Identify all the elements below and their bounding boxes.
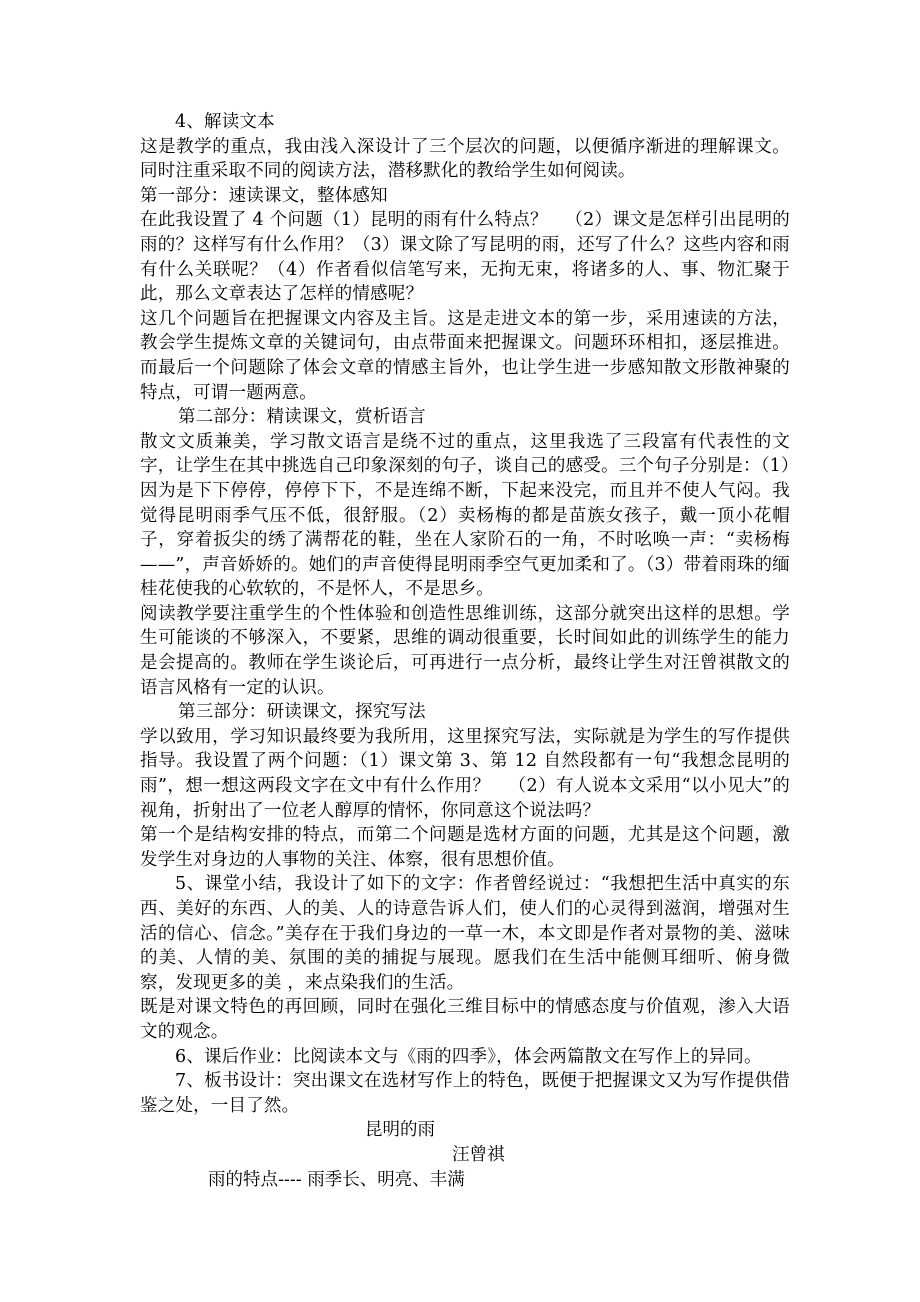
- paragraph-part-one-purpose: 这几个问题旨在把握课文内容及主旨。这是走进文本的第一步，采用速读的方法，教会学生提炼文章的关键词句，由点带面来把握课文。问题环环相扣，逐层推进。而最后一个问题除了体会文章的情感主旨外，也让学生进一步感知散文形散神聚的特点，可谓一题两意。: [140, 308, 790, 403]
- paragraph-summary-purpose: 既是对课文特色的再回顾，同时在强化三维目标中的情感态度与价值观，渗入大语文的观念。: [140, 997, 790, 1042]
- part-three-heading: 第三部分：研读课文，探究写法: [178, 702, 426, 723]
- section-heading-interpret-text: 4、解读文本: [175, 112, 275, 132]
- document-body: [140, 110, 790, 1192]
- board-title: 昆明的雨: [365, 1120, 435, 1141]
- part-one-heading: 第一部分：速读课文，整体感知: [140, 185, 388, 206]
- board-author: 汪曾祺: [452, 1144, 505, 1165]
- paragraph-part-three-questions: 学以致用，学习知识最终要为我所用，这里探究写法，实际就是为学生的写作提供指导。我设置了两个问题：（1）课文第 3、第 12 自然段都有一句“我想念昆明的雨”，想一想这两段文字在文中有什么作用？ （2）有人说本文采用“以小见大”的视角，折射出了一位老人醇厚的情怀，你同意这个说法吗？: [140, 726, 790, 821]
- part-two-heading: 第二部分：精读课文，赏析语言: [178, 407, 426, 428]
- paragraph-part-two-purpose: 阅读教学要注重学生的个性体验和创造性思维训练，这部分就突出这样的思想。学生可能谈的不够深入，不要紧，思维的调动很重要，长时间如此的训练学生的能力是会提高的。教师在学生谈论后，可再进行一点分析，最终让学生对汪曾祺散文的语言风格有一定的认识。: [140, 603, 790, 698]
- paragraph-part-two-sentences: 散文文质兼美，学习散文语言是绕不过的重点，这里我选了三段富有代表性的文字，让学生在其中挑选自己印象深刻的句子，谈自己的感受。三个句子分别是：（1）因为是下下停停，停停下下，不是连绵不断，下起来没完，而且并不使人气闷。我觉得昆明雨季气压不低，很舒服。（2）卖杨梅的都是苗族女孩子，戴一顶小花帽子，穿着扳尖的绣了满帮花的鞋，坐在人家阶石的一角，不时吆唤一声：“卖杨梅——”，声音娇娇的。她们的声音使得昆明雨季空气更加柔和了。（3）带着雨珠的缅桂花使我的心软软的，不是怀人，不是思乡。: [140, 431, 790, 600]
- paragraph-questions-part-one: 在此我设置了 4 个问题（1）昆明的雨有什么特点？ （2）课文是怎样引出昆明的雨的？这样写有什么作用？（3）课文除了写昆明的雨，还写了什么？这些内容和雨有什么关联呢？（4）作者看似信笔写来，无拘无束，将诸多的人、事、物汇聚于此，那么文章表达了怎样的情感呢？: [140, 210, 790, 305]
- section-summary: 5、课堂小结，我设计了如下的文字：作者曾经说过：“我想把生活中真实的东西、美好的东西、人的美、人的诗意告诉人们，使人们的心灵得到滋润，增强对生活的信心、信念。”美存在于我们身边的一草一木，本文即是作者对景物的美、滋味的美、人情的美、氛围的美的捕捉与展现。愿我们在生活中能侧耳细听、俯身微察，发现更多的美 ，来点染我们的生活。: [140, 874, 790, 993]
- paragraph-part-three-purpose: 第一个是结构安排的特点，而第二个问题是选材方面的问题，尤其是这个问题，激发学生对身边的人事物的关注、体察，很有思想价值。: [140, 825, 790, 870]
- board-line-rain-features: 雨的特点---- 雨季长、明亮、丰满: [208, 1169, 465, 1190]
- section-board-design: 7、板书设计：突出课文在选材写作上的特色，既便于把握课文又为写作提供借鉴之处，一目了然。: [140, 1071, 790, 1116]
- section-homework: 6、课后作业：比阅读本文与《雨的四季》，体会两篇散文在写作上的异同。: [175, 1046, 762, 1067]
- paragraph-intro: 这是教学的重点，我由浅入深设计了三个层次的问题，以便循序渐进的理解课文。同时注重采取不同的阅读方法，潜移默化的教给学生如何阅读。: [140, 136, 790, 182]
